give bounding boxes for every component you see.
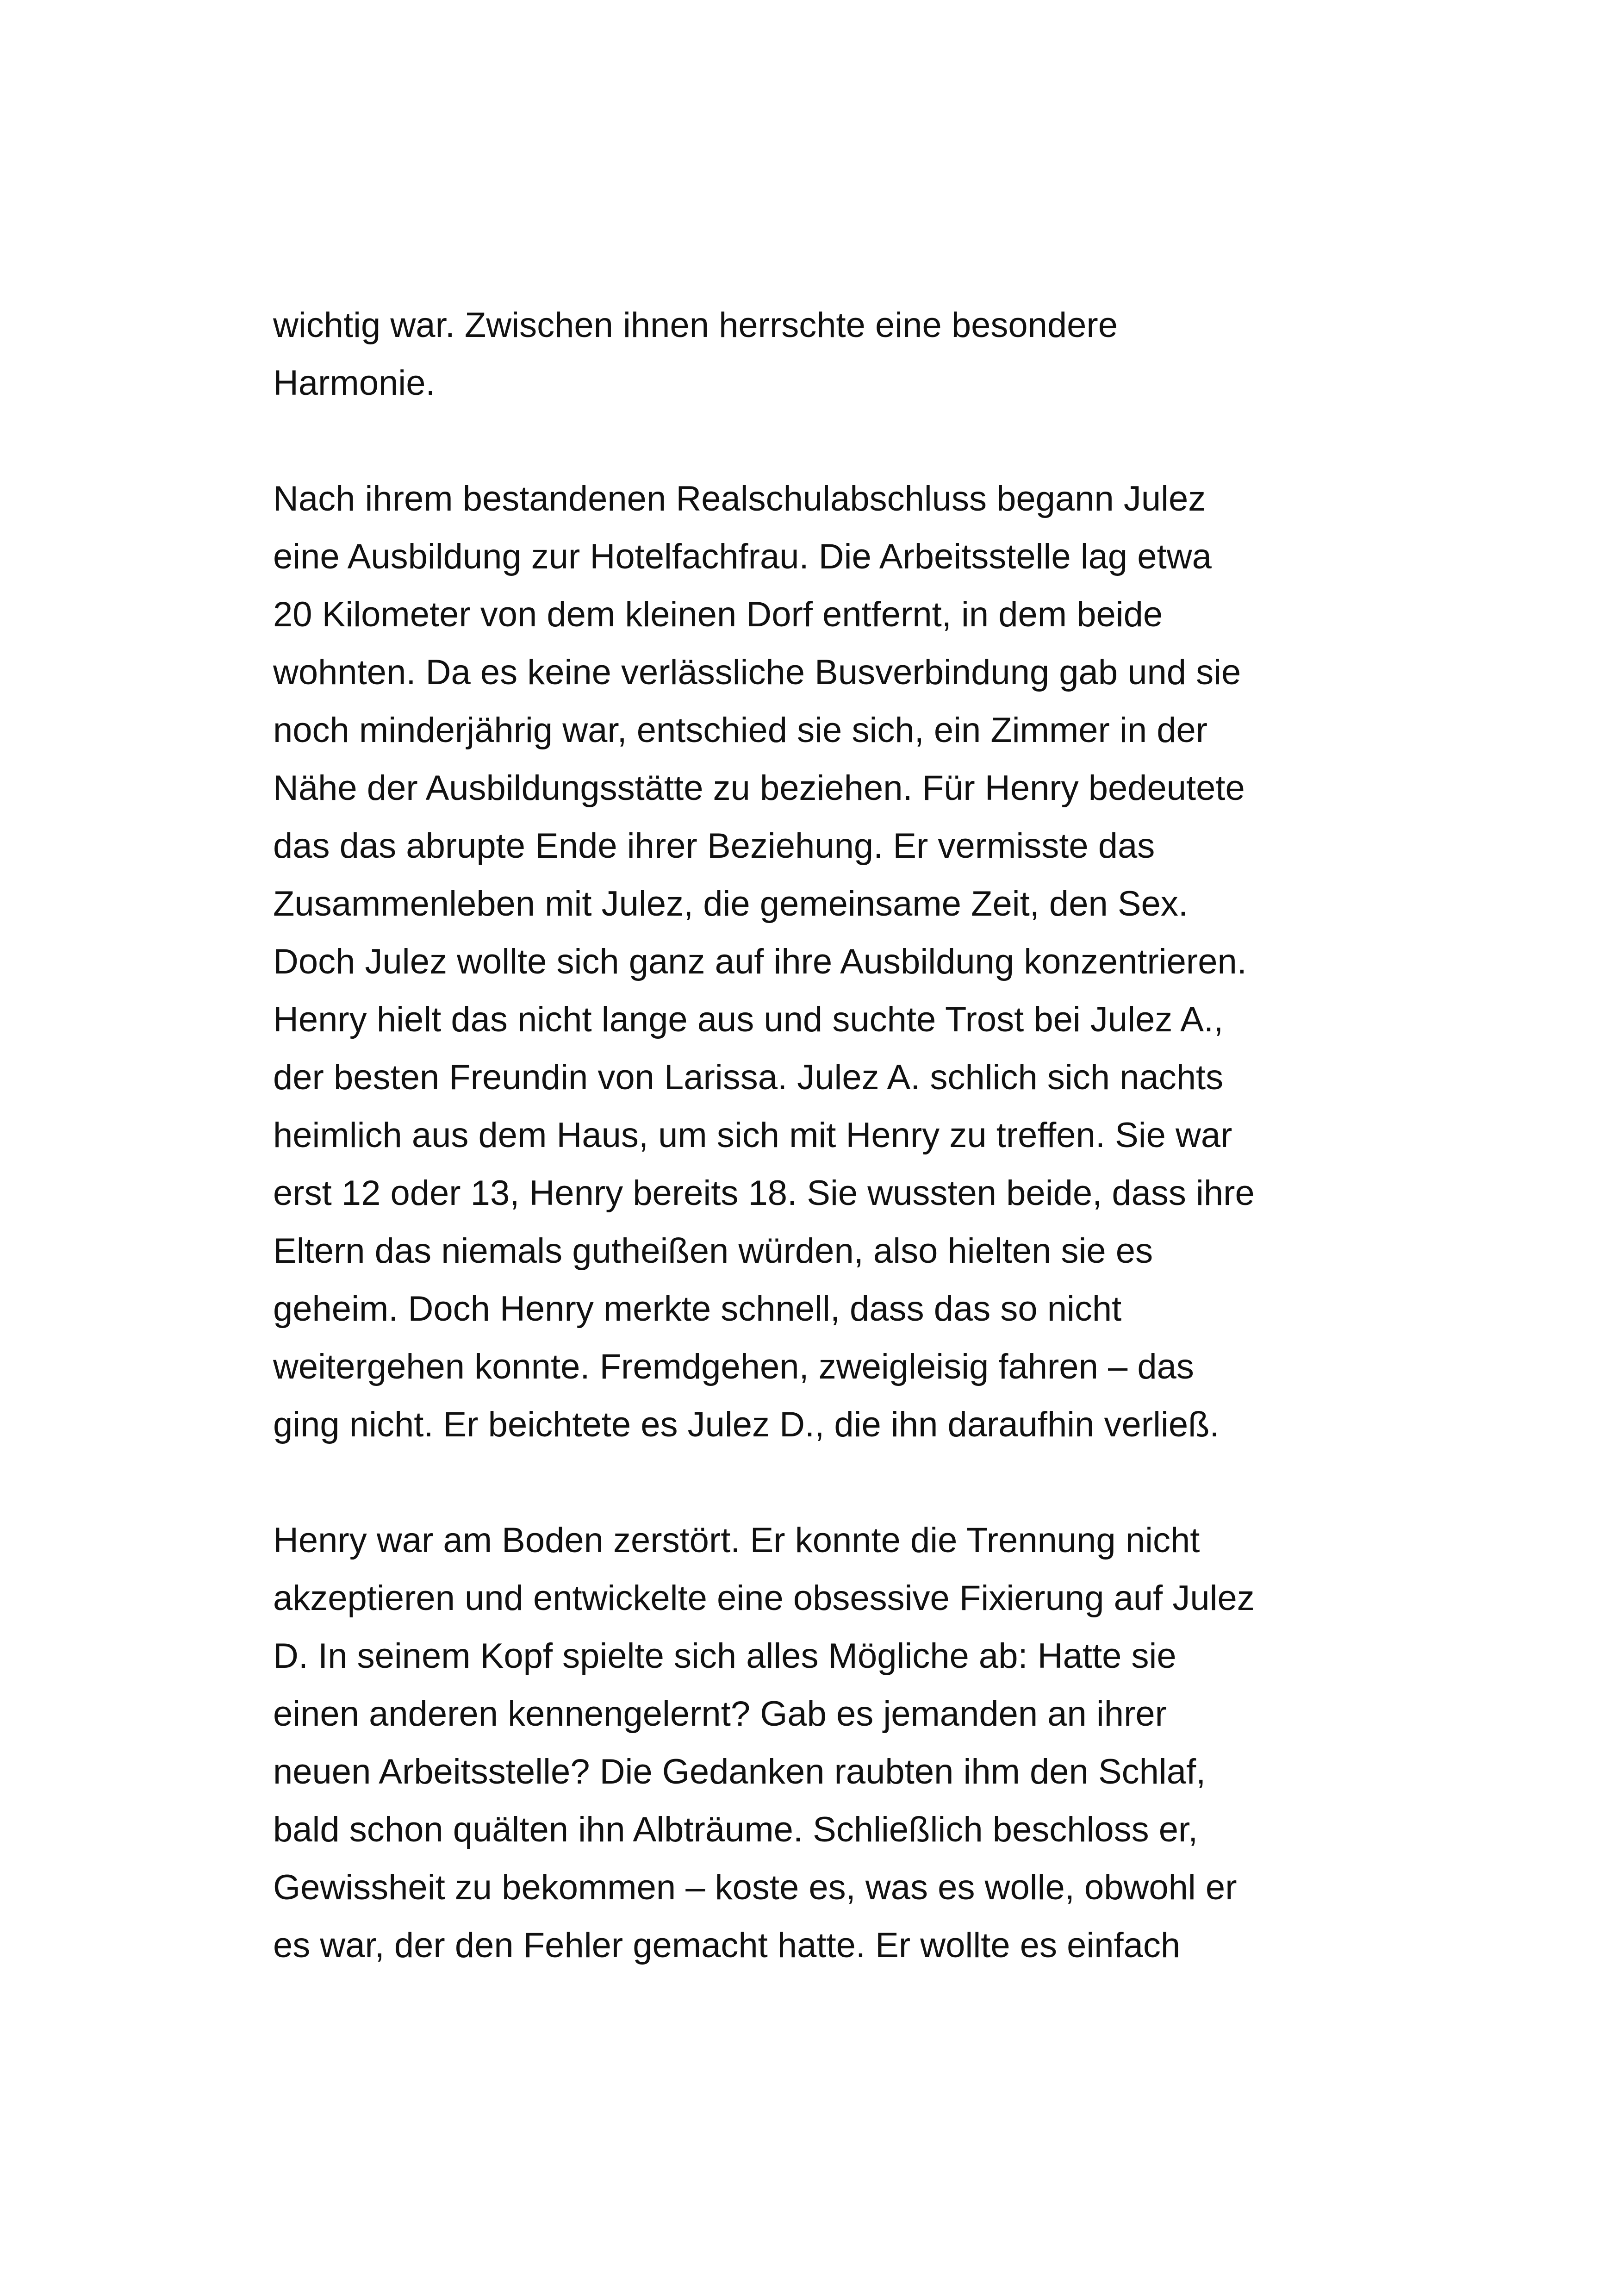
paragraph [273,296,1384,412]
text-line: Harmonie. [273,363,436,403]
text-line: ging nicht. Er beichtete es Julez D., die ihn daraufhin verließ. [273,1405,1220,1444]
text-line: der besten Freundin von Larissa. Julez A. schlich sich nachts [273,1058,1224,1097]
paragraph [273,1511,1384,1974]
text-line: neuen Arbeitsstelle? Die Gedanken raubten ihm den Schlaf, [273,1752,1206,1791]
text-line: Nach ihrem bestandenen Realschulabschluss begann Julez [273,479,1206,518]
text-line: Doch Julez wollte sich ganz auf ihre Ausbildung konzentrieren. [273,942,1247,981]
text-line: das das abrupte Ende ihrer Beziehung. Er vermisste das [273,826,1155,866]
text-line: es war, der den Fehler gemacht hatte. Er wollte es einfach [273,1926,1181,1965]
text-line: geheim. Doch Henry merkte schnell, dass das so nicht [273,1289,1122,1329]
text-line: noch minderjährig war, entschied sie sich, ein Zimmer in der [273,711,1208,750]
text-line: weitergehen konnte. Fremdgehen, zweigleisig fahren – das [273,1347,1194,1386]
text-line: einen anderen kennengelernt? Gab es jemanden an ihrer [273,1694,1167,1734]
text-line: wichtig war. Zwischen ihnen herrschte eine besondere [273,306,1118,345]
text-line: erst 12 oder 13, Henry bereits 18. Sie wussten beide, dass ihre [273,1173,1255,1213]
paragraph [273,470,1384,1454]
text-line: Eltern das niemals gutheißen würden, also hielten sie es [273,1231,1153,1271]
text-line: Zusammenleben mit Julez, die gemeinsame Zeit, den Sex. [273,884,1188,923]
text-line: akzeptieren und entwickelte eine obsessive Fixierung auf Julez [273,1578,1255,1618]
text-line: eine Ausbildung zur Hotelfachfrau. Die Arbeitsstelle lag etwa [273,537,1212,576]
text-line: bald schon quälten ihn Albträume. Schließlich beschloss er, [273,1810,1198,1849]
text-line: wohnten. Da es keine verlässliche Busverbindung gab und sie [273,653,1241,692]
text-line: Henry hielt das nicht lange aus und suchte Trost bei Julez A., [273,1000,1224,1039]
body-text [273,296,1384,2032]
text-line: Henry war am Boden zerstört. Er konnte die Trennung nicht [273,1521,1200,1560]
text-line: 20 Kilometer von dem kleinen Dorf entfernt, in dem beide [273,595,1163,634]
text-line: D. In seinem Kopf spielte sich alles Mögliche ab: Hatte sie [273,1636,1176,1676]
text-line: heimlich aus dem Haus, um sich mit Henry zu treffen. Sie war [273,1116,1232,1155]
text-line: Nähe der Ausbildungsstätte zu beziehen. Für Henry bedeutete [273,768,1245,808]
text-line: Gewissheit zu bekommen – koste es, was es wolle, obwohl er [273,1868,1237,1907]
